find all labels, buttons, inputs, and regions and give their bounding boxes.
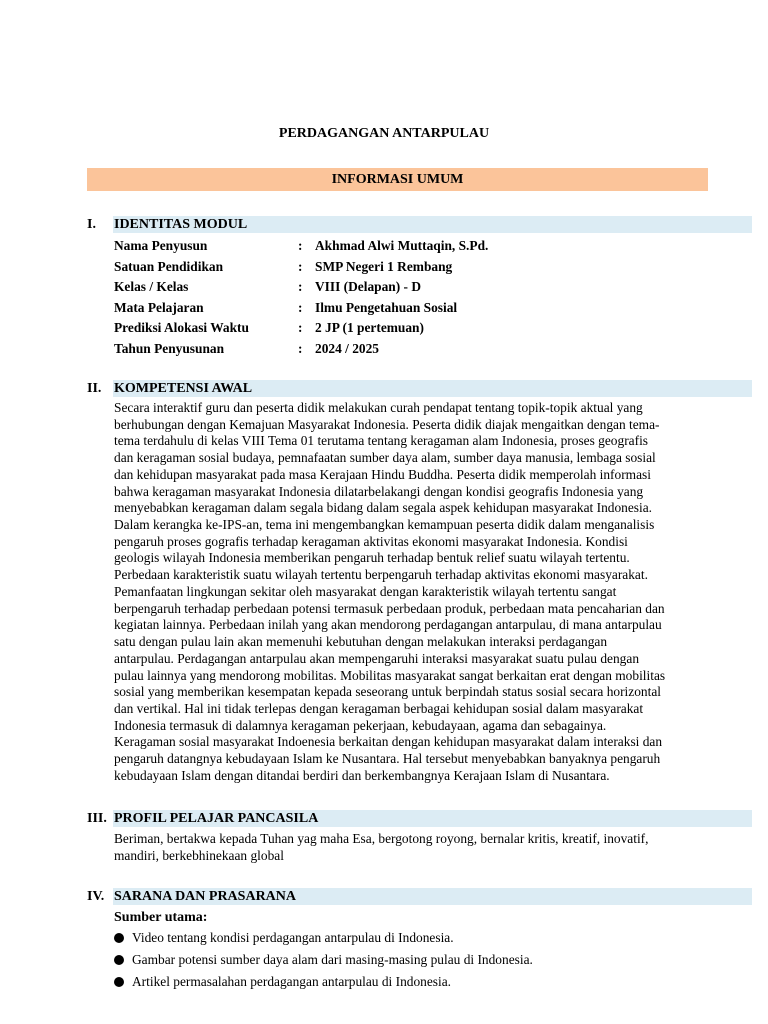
paragraph-line: dan kehidupan masyarakat pada masa Kerajaan Hindu Buddha. Peserta didik memperolah informasi <box>114 466 651 482</box>
paragraph-line: antarpulau. Perdagangan antarpulau akan mempengaruhi interaksi masyarakat suatu pulau dengan <box>114 650 640 666</box>
section-number: II. <box>87 381 102 396</box>
identity-value: Akhmad Alwi Muttaqin, S.Pd. <box>315 238 489 253</box>
info-band-heading: INFORMASI UMUM <box>87 168 708 191</box>
section-heading-identitas <box>87 216 752 233</box>
page-title: PERDAGANGAN ANTARPULAU <box>278 126 490 141</box>
paragraph-line: mandiri, berkebhinekaan global <box>114 847 284 863</box>
identity-colon: : <box>298 279 303 295</box>
section-title: SARANA DAN PRASARANA <box>114 889 297 904</box>
paragraph-line: pulau lainnya yang mendorong mobilitas. Mobilitas masyarakat sangat berkaitan erat dengan mobilitas <box>114 667 666 683</box>
paragraph-line: sosial yang memberikan kesempatan kepada seseorang untuk berpindah status sosial secara horizontal <box>114 684 661 700</box>
bullet-icon <box>114 955 124 965</box>
paragraph-line: menyebabkan keragaman dalam segala bidang dalam segala aspek kehidupan masyarakat Indonesia. <box>114 500 653 516</box>
profil-paragraph <box>114 831 754 864</box>
bullet-icon <box>114 933 124 943</box>
paragraph-line: Keragaman sosial masyarakat Indoenesia berkaitan dengan kehidupan masyarakat dalam interaksi dan <box>114 734 663 750</box>
identity-colon: : <box>298 258 303 274</box>
paragraph-line: Dalam kerangka ke-IPS-an, tema ini mengembangkan kemampuan peserta didik dalam menganalisis <box>114 517 655 533</box>
section-number: III. <box>87 811 107 826</box>
paragraph-line: Pemanfaatan lingkungan sekitar oleh masyarakat dengan karakteristik wilayah tertentu sangat <box>114 583 617 599</box>
identity-value: 2 JP (1 pertemuan) <box>315 320 424 336</box>
section-heading-sarana <box>87 888 752 905</box>
paragraph-line: kebudayaan Islam dengan ditandai berdiri dan berkembangnya Kerajaan Islam di Nusantara. <box>114 767 610 783</box>
section-number: I. <box>87 217 96 232</box>
paragraph-line: bahwa keragaman masyarakat Indonesia dilatarbelakangi dengan kondisi geografis Indonesia yang <box>114 483 644 499</box>
section-number: IV. <box>87 889 105 904</box>
list-item-text: Gambar potensi sumber daya alam dari masing-masing pulau di Indonesia. <box>132 952 533 967</box>
kompetensi-paragraph <box>114 400 754 785</box>
identity-label: Mata Pelajaran <box>114 299 204 315</box>
identity-label: Kelas / Kelas <box>114 279 189 295</box>
identity-value: SMP Negeri 1 Rembang <box>315 258 453 274</box>
sumber-utama-subheading: Sumber utama: <box>114 910 208 925</box>
identity-label: Nama Penyusun <box>114 238 208 253</box>
paragraph-line: satu dengan pulau lain akan memenuhi kebutuhan dengan melakukan interaksi perdagangan <box>114 634 608 650</box>
section-heading-profil <box>87 810 752 827</box>
paragraph-line: Secara interaktif guru dan peserta didik melakukan curah pendapat tentang topik-topik aktual yang <box>114 400 643 415</box>
paragraph-line: Indonesia termasuk di dalamnya keragaman pekerjaan, kebudayaan, agama dan sebagainya. <box>114 717 607 733</box>
section-title: KOMPETENSI AWAL <box>114 381 253 396</box>
bullet-icon <box>114 977 124 987</box>
identity-value: Ilmu Pengetahuan Sosial <box>315 299 458 315</box>
paragraph-line: Beriman, bertakwa kepada Tuhan yag maha Esa, bergotong royong, bernalar kritis, kreatif, inovatif, <box>114 831 649 846</box>
paragraph-line: geologis wilayah Indonesia memberikan pengaruh terhadap bentuk relief suatu wilayah tertentu. <box>114 550 630 566</box>
paragraph-line: pengaruh proses gografis terhadap keragaman aktivitas ekonomi masyarakat Indonesia. Kondisi <box>114 533 628 549</box>
paragraph-line: kegiatan lainnya. Perbedaan inilah yang akan mendorong perdagangan antarpulau, di mana antarpulau <box>114 617 662 633</box>
paragraph-line: berpengaruh terhadap perbedaan potensi termasuk perbedaan produk, perbedaan mata pencaharian dan <box>114 600 665 616</box>
paragraph-line: pengaruh datangnya kebudayaan Islam ke Nusantara. Hal tersebut menyebabkan banyaknya pengaruh <box>114 751 661 767</box>
paragraph-line: Perbedaan karakteristik suatu wilayah tertentu berpengaruh terhadap aktivitas ekonomi masyarakat. <box>114 567 648 583</box>
identity-colon: : <box>298 340 303 356</box>
identity-label: Tahun Penyusunan <box>114 340 225 356</box>
identity-colon: : <box>298 320 303 336</box>
identity-value: 2024 / 2025 <box>315 340 379 356</box>
section-title: PROFIL PELAJAR PANCASILA <box>114 811 319 826</box>
identity-label: Satuan Pendidikan <box>114 258 224 274</box>
section-heading-kompetensi <box>87 380 752 397</box>
section-title: IDENTITAS MODUL <box>114 217 248 232</box>
list-item-text: Video tentang kondisi perdagangan antarpulau di Indonesia. <box>132 930 454 945</box>
identity-colon: : <box>298 299 303 315</box>
identity-value: VIII (Delapan) - D <box>315 279 422 295</box>
identity-label: Prediksi Alokasi Waktu <box>114 320 249 336</box>
paragraph-line: dan keragaman sosial budaya, pemnafaatan sumber daya alam, sumber daya manusia, lembaga sosial <box>114 450 656 466</box>
paragraph-line: dan vertikal. Hal ini tidak terlepas dengan keragaman berbagai kehidupan sosial dalam masyarakat <box>114 700 644 716</box>
identity-colon: : <box>298 238 303 253</box>
paragraph-line: tema terdahulu di kelas VIII Tema 01 terutama tentang keragaman alam Indonesia, proses geografis <box>114 433 648 449</box>
paragraph-line: berhubungan dengan Kemajuan Masyarakat Indonesia. Peserta didik diajak mengaitkan dengan tema- <box>114 416 660 432</box>
list-item-text: Artikel permasalahan perdagangan antarpulau di Indonesia. <box>132 974 452 989</box>
